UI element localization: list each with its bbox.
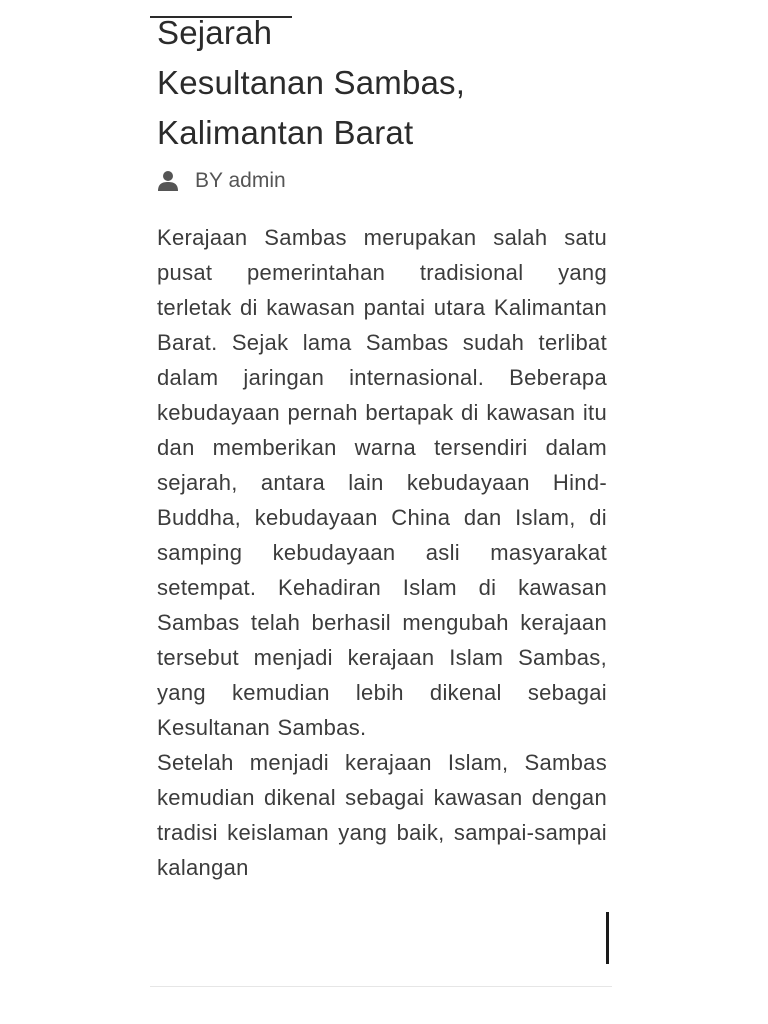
user-icon (157, 170, 179, 192)
article-title (157, 14, 607, 152)
article-paragraph-1: Kerajaan Sambas merupakan salah satu pusat pemerintahan tradisional yang terletak di kawasan pantai utara Kalimantan Barat. Sejak lama Sambas sudah terlibat dalam jaringan internasional. Beberapa kebudayaan pernah bertapak di kawasan itu dan memberikan warna tersendiri dalam sejarah, antara lain kebudayaan Hind-Buddha, kebudayaan China dan Islam, di samping kebudayaan asli masyarakat setempat. Kehadiran Islam di kawasan Sambas telah berhasil mengubah kerajaan tersebut menjadi kerajaan Islam Sambas, yang kemudian lebih dikenal sebagai Kesultanan Sambas. (157, 225, 607, 740)
article-paragraph-2-viewport (157, 745, 607, 885)
article-title-line-1: Sejarah (157, 14, 273, 51)
bottom-divider (150, 986, 612, 987)
author-link[interactable]: BY admin (195, 169, 286, 192)
article-title-line-2: Kesultanan Sambas, (157, 64, 466, 101)
article-body (157, 220, 607, 885)
article-paragraph-2: Setelah menjadi kerajaan Islam, Sambas kemudian dikenal sebagai kawasan dengan tradisi keislaman yang baik, sampai-sampai kalangan (157, 750, 607, 880)
text-cursor (606, 912, 609, 964)
article (157, 14, 607, 885)
article-meta (157, 168, 607, 194)
article-title-line-3: Kalimantan Barat (157, 114, 414, 151)
